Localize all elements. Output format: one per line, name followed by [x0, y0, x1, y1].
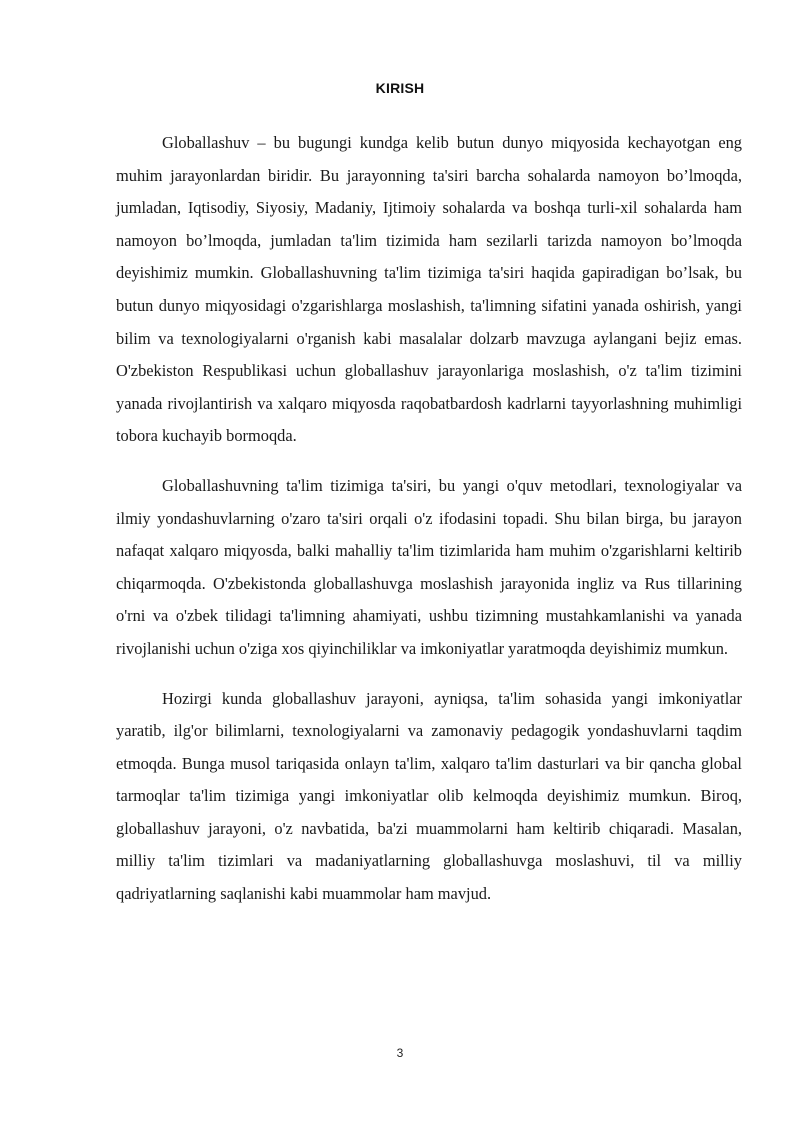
paragraph-1: Globallashuv – bu bugungi kundga kelib butun dunyo miqyosida kechayotgan eng muhim jarayonlardan biridir. Bu jarayonning ta'siri barcha sohalarda namoyon bo’lmoqda, jumladan, Iqtisodiy, Siyosiy, Madaniy, Ijtimoiy sohalarda va boshqa turli-xil sohalarda ham namoyon bo’lmoqda, jumladan ta'lim tizimida ham sezilarli tarizda namoyon bo’lmoqda deyishimiz mumkin. Globallashuvning ta'lim tizimiga ta'siri haqida gapiradigan bo’lsak, bu butun dunyo miqyosidagi o'zgarishlarga moslashish, ta'limning sifatini yanada oshirish, yangi bilim va texnologiyalarni o'rganish kabi masalalar dolzarb mavzuga aylangani bejiz emas. O'zbekiston Respublikasi uchun globallashuv jarayonlariga moslashish, o'z ta'lim tizimini yanada rivojlantirish va xalqaro miqyosda raqobatbardosh kadrlarni tayyorlashning muhimligi tobora kuchayib bormoqda.: [116, 133, 742, 446]
section-heading: KIRISH: [375, 80, 425, 96]
page-number: 3: [396, 1046, 404, 1060]
paragraph-2: Globallashuvning ta'lim tizimiga ta'siri, bu yangi o'quv metodlari, texnologiyalar va ilmiy yondashuvlarning o'zaro ta'siri orqali o'z ifodasini topadi. Shu bilan birga, bu jarayon nafaqat xalqaro miqyosda, balki mahalliy ta'lim tizimlarida ham muhim o'zgarishlarni keltirib chiqarmoqda. O'zbekistonda globallashuvga moslashish jarayonida ingliz va Rus tillarining o'rni va o'zbek tilidagi ta'limning ahamiyati, ushbu tizimning mustahkamlanishi va yanada rivojlanishi uchun o'ziga xos qiyinchiliklar va imkoniyatlar yaratmoqda deyishimiz mumkun.: [116, 475, 742, 658]
paragraph-3: Hozirgi kunda globallashuv jarayoni, ayniqsa, ta'lim sohasida yangi imkoniyatlar yaratib, ilg'or bilimlarni, texnologiyalarni va zamonaviy pedagogik yondashuvlarni taqdim etmoqda. Bunga musol tariqasida onlayn ta'lim, xalqaro ta'lim dasturlari va bir qancha global tarmoqlar ta'lim tizimiga yangi imkoniyatlar olib kelmoqda deyishimiz mumkun. Biroq, globallashuv jarayoni, o'z navbatida, ba'zi muammolarni ham keltirib chiqaradi. Masalan, milliy ta'lim tizimlari va madaniyatlarning globallashuvga moslashuvi, til va milliy qadriyatlarning saqlanishi kabi muammolar ham mavjud.: [116, 688, 742, 904]
body-text: [116, 127, 742, 911]
